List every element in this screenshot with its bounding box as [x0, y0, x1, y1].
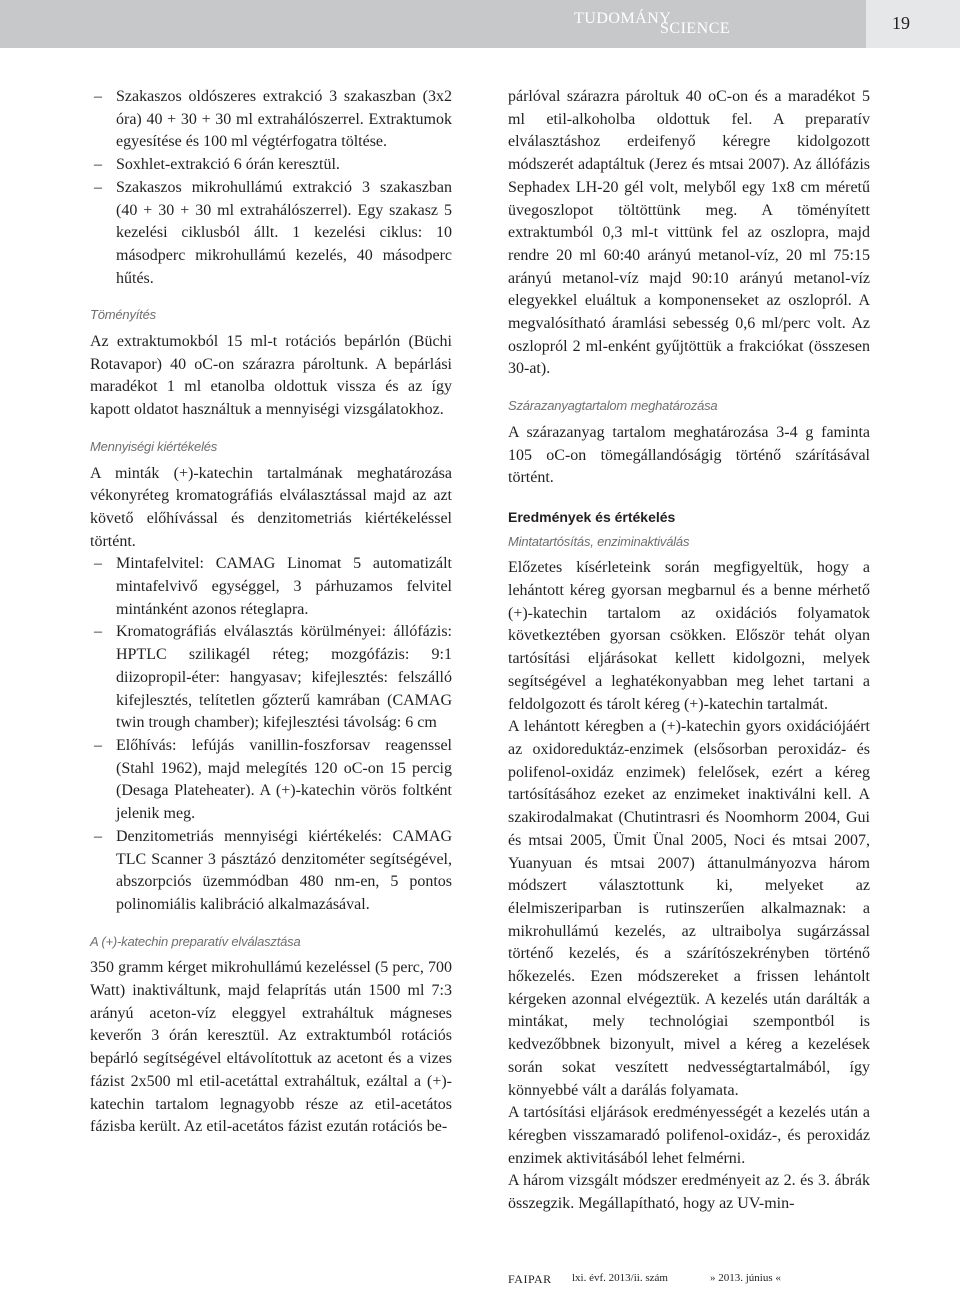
right-column	[508, 86, 870, 1216]
header-bar	[0, 0, 960, 48]
extraction-item: – Soxhlet-extrakció 6 órán keresztül.	[90, 154, 452, 177]
concentration-text: Az extraktumokból 15 ml-t rotációs bepárlón (Büchi Rotavapor) 40 oC-on szárazra pároltunk. A bepárlási maradékot 1 ml etanolba oldottuk vissza és az így kapott oldatot használtuk a mennyiségi vizsgálatokhoz.	[90, 333, 452, 419]
page-number: 19	[892, 13, 910, 33]
section-label-science: SCIENCE	[660, 20, 731, 37]
left-column	[90, 86, 452, 1139]
footer-volume: lxi. évf. 2013/ii. szám	[572, 1272, 668, 1284]
quant-item: – Kromatográfiás elválasztás körülményei: állófázis: HPTLC szilikagél réteg; mozgófázis: 9:1 diizopropil-éter: hangyasav; kifejlesztés: felszálló kifejlesztés, telítetlen gőzterű kamrában (CAMAG twin trough chamber); kifejlesztési távolság: 6 cm	[90, 621, 452, 735]
results-paragraph: A tartósítási eljárások eredményességét a kezelés után a kéregben visszamaradó polifenol-oxidáz-, és peroxidáz enzimek aktivitásából lehet felmérni.	[508, 1104, 870, 1167]
footer-journal: FAIPAR	[508, 1272, 552, 1286]
results-paragraph: A három vizsgált módszer eredményeit az 2. és 3. ábrák összegzik. Megállapítható, hogy az UV-min-	[508, 1172, 870, 1213]
prep-continued: párlóval szárazra pároltuk 40 oC-on és a maradékot 5 ml etil-alkoholba oldottuk fel. A preparatív elválasztáshoz erdeifenyő kéregre kidolgozott módszerét adaptáltuk (Jerez és mtsai 2007). Az állófázis Sephadex LH-20 gél volt, melyből egy 1x8 cm méretű üvegoszlopot töltöttünk meg. A töményített extraktumból 0,3 ml-t vittünk fel az oszlopra, majd rendre 20 ml 60:40 arányú metanol-víz, 20 ml 75:15 arányú metanol-víz majd 90:10 arányú metanol-víz elegyekkel eluáltuk a komponenseket az oszlopról. A megvalósítható áramlási sebesség 0,6 ml/perc volt. Az oszlopról 2 ml-enként gyűjtöttük a frakciókat (összesen 30-at).	[508, 88, 870, 378]
concentration-heading: Töményítés	[90, 307, 156, 323]
dry-matter-heading: Szárazanyagtartalom meghatározása	[508, 398, 718, 414]
footer-date: » 2013. június «	[710, 1272, 781, 1284]
prep-heading: A (+)-katechin preparatív elválasztása	[90, 933, 301, 949]
storage-heading: Mintatartósítás, enziminaktiválás	[508, 533, 690, 549]
results-heading: Eredmények és értékelés	[508, 508, 676, 525]
quant-item: – Előhívás: lefújás vanillin-foszforsav reagenssel (Stahl 1962), majd melegítés 120 oC-on 15 percig (Desaga Plateheater). A (+)-katechin vörös foltként jelenik meg.	[90, 735, 452, 826]
results-paragraph: Előzetes kísérleteink során megfigyeltük, hogy a lehántott kéreg gyorsan megbarnul és a benne mérhető (+)-katechin tartalom az oxidációs folyamatok következtében gyorsan csökken. Először tehát olyan tartósítási eljárásokat kellett kidolgozni, melyek segítségével a leghatékonyabban meg lehet tartani a feldolgozott és tárolt kéreg (+)-katechin tartalmát.	[508, 559, 870, 713]
dry-matter-text: A szárazanyag tartalom meghatározása 3-4 g faminta 105 oC-on tömegállandóságig történő szárításával történt.	[508, 423, 870, 487]
quant-heading: Mennyiségi kiértékelés	[90, 438, 218, 454]
page-number-tab	[866, 0, 960, 48]
quant-item: – Mintafelvitel: CAMAG Linomat 5 automatizált mintafelvivő egységgel, 3 párhuzamos felvitel mintánként azonos réteglapra.	[90, 553, 452, 621]
section-label-tudomany: TUDOMÁNY	[574, 10, 672, 27]
quant-text: A minták (+)-katechin tartalmának meghatározása vékonyréteg kromatográfiás elválasztással majd az azt követő előhívással és denzitometriás kiértékeléssel történt.	[90, 464, 452, 550]
extraction-item: – Szakaszos mikrohullámú extrakció 3 szakaszban (40 + 30 + 30 ml extrahálószerrel). Egy szakasz 5 kezelési ciklusból állt. 1 kezelési ciklus: 10 másodperc mikrohullámú kezelés, 40 másodperc hűtés.	[90, 177, 452, 291]
prep-text: 350 gramm kérget mikrohullámú kezeléssel (5 perc, 700 Watt) inaktiváltunk, majd felaprítás után 1500 ml 7:3 arányú aceton-víz eleggyel extraháltuk mágneses keverőn 3 órán keresztül. Az extraktumból rotációs bepárló segítségével eltávolítottuk az acetont és a vizes fázist 2x500 ml etil-acetáttal extraháltuk, ezáltal a (+)-katechin tartalom legnagyobb része az etil-acetátos fázisba került. Az etil-acetátos fázist ezután rotációs be-	[90, 959, 452, 1136]
quant-item: – Denzitometriás mennyiségi kiértékelés: CAMAG TLC Scanner 3 pásztázó denzitométer segítségével, abszorpciós üzemmódban 480 nm-en, 5 pontos polinomiális kalibráció alkalmazásával.	[90, 826, 452, 917]
extraction-item: – Szakaszos oldószeres extrakció 3 szakaszban (3x2 óra) 40 + 30 + 30 ml extrahálószerrel. Extraktumok egyesítése és 100 ml végtérfogatra töltése.	[90, 86, 452, 154]
results-paragraph: A lehántott kéregben a (+)-katechin gyors oxidációjáért az oxidoreduktáz-enzimek (elsősorban peroxidáz- és polifenol-oxidáz enzimek) felelősek, ezért a kéreg tartósításához ezeket az enzimeket inaktiválni kell. A szakirodalmakat (Chutintrasri és Noomhorm 2004, Gui és mtsai 2005, Ümit Ünal 2005, Noci és mtsai 2007, Yuanyuan és mtsai 2007) áttanulmányozva három módszert választottunk ki, melyeket az élelmiszeriparban is rutinszerűen alkalmaznak: a mikrohullámú kezelés, az ultraibolya sugárzással történő kezelés, és a szárítószekrényben történő hőkezelés. Ezen módszereket a frissen lehántolt kérgeken azonnal elvégeztük. A kezelés után darálták a mintákat, mely technológiai szempontból is kedvezőbbnek bizonyult, mivel a kéreg a kezelések során sokat veszített nedvességtartalmából, így könnyebbé vált a darálás folyamata.	[508, 718, 870, 1099]
